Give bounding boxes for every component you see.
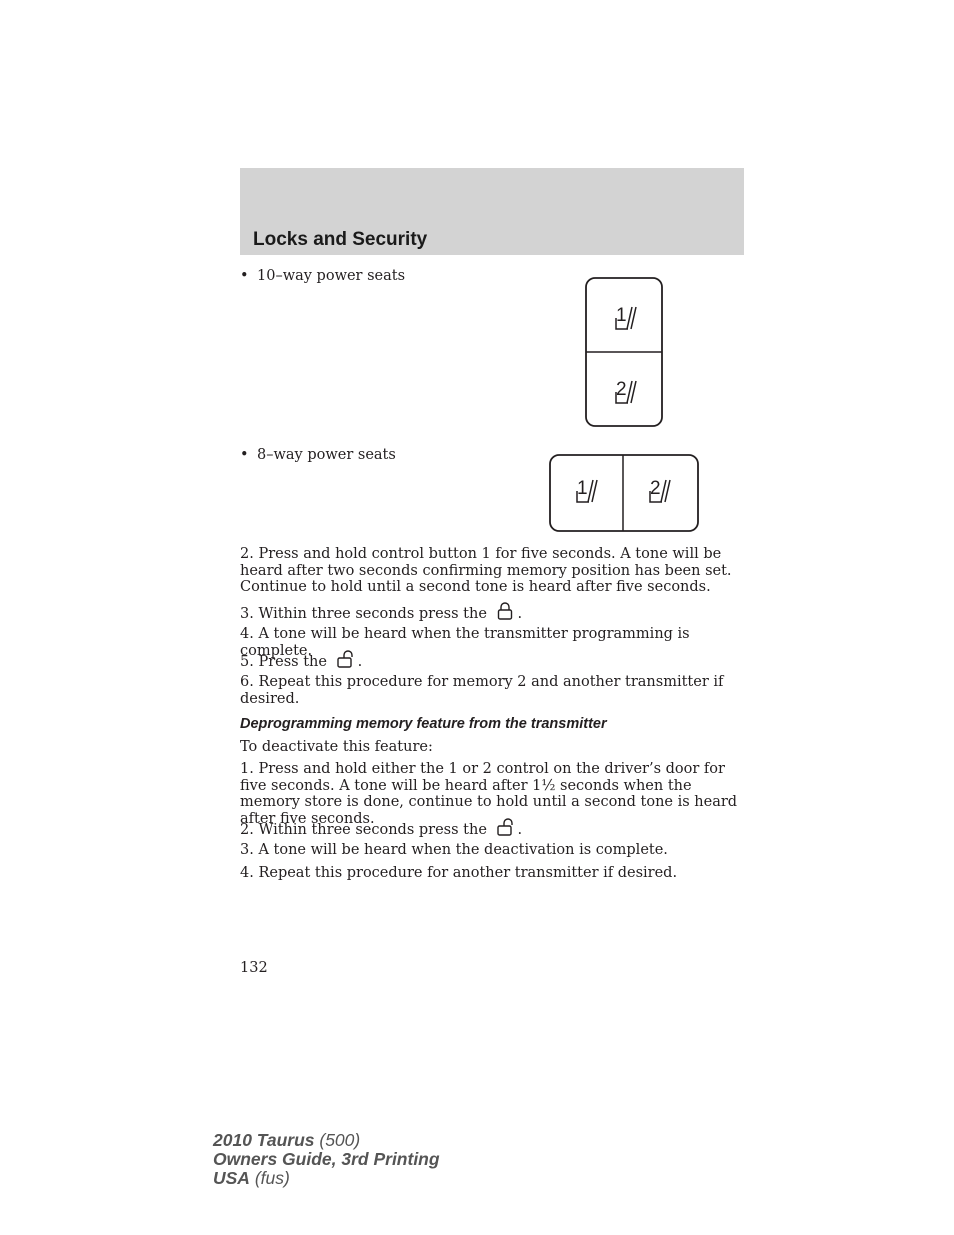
- memory-button-1-label: 1: [616, 305, 627, 326]
- list-item-label: 8–way power seats: [257, 447, 396, 463]
- footer-guide: Owners Guide, 3rd Printing: [213, 1149, 440, 1169]
- section-title: Locks and Security: [253, 229, 428, 250]
- list-item-10-way: • 10–way power seats: [240, 268, 406, 284]
- step-5: 5. Press the .: [240, 650, 740, 671]
- deprogramming-step-4: 4. Repeat this procedure for another transmitter if desired.: [240, 865, 678, 881]
- step-4: 4. A tone will be heard when the transmitter programming is complete.: [240, 626, 690, 659]
- step-2: 2. Press and hold control button 1 for five seconds. A tone will be heard after two seconds confirming memory position has been set. Continue to hold until a second tone is heard after five seconds.: [240, 546, 732, 595]
- deprogramming-step-2: 2. Within three seconds press the .: [240, 818, 740, 839]
- memory-button-2-label: 2: [650, 478, 661, 499]
- step-3: 3. Within three seconds press the .: [240, 602, 740, 623]
- seat-memory-panel-8-way: [548, 453, 700, 533]
- footer-model: 2010 Taurus: [213, 1130, 315, 1150]
- step-6: 6. Repeat this procedure for memory 2 and another transmitter if desired.: [240, 674, 724, 707]
- unlock-icon: [336, 650, 354, 668]
- list-item-label: 10–way power seats: [257, 268, 406, 284]
- deprogramming-step-3: 3. A tone will be heard when the deactivation is complete.: [240, 842, 668, 858]
- page-number: 132: [240, 960, 268, 976]
- lock-icon: [496, 602, 514, 620]
- footer-region: USA: [213, 1168, 250, 1188]
- footer-model-code: (500): [319, 1130, 361, 1150]
- deprogramming-intro: To deactivate this feature:: [240, 739, 433, 755]
- document-footer: [213, 1131, 440, 1188]
- memory-button-2-label: 2: [616, 379, 627, 400]
- list-item-8-way: • 8–way power seats: [240, 447, 396, 463]
- deprogramming-heading: Deprogramming memory feature from the transmitter: [240, 716, 607, 732]
- unlock-icon: [496, 818, 514, 836]
- seat-memory-panel-10-way: [584, 276, 664, 428]
- deprogramming-step-1: 1. Press and hold either the 1 or 2 control on the driver’s door for five seconds. A tone will be heard after 1½ seconds when the memory store is done, continue to hold until a second tone is heard after five seconds.: [240, 761, 738, 827]
- footer-region-code: (fus): [254, 1168, 290, 1188]
- memory-button-1-label: 1: [577, 478, 588, 499]
- section-header: [240, 168, 744, 255]
